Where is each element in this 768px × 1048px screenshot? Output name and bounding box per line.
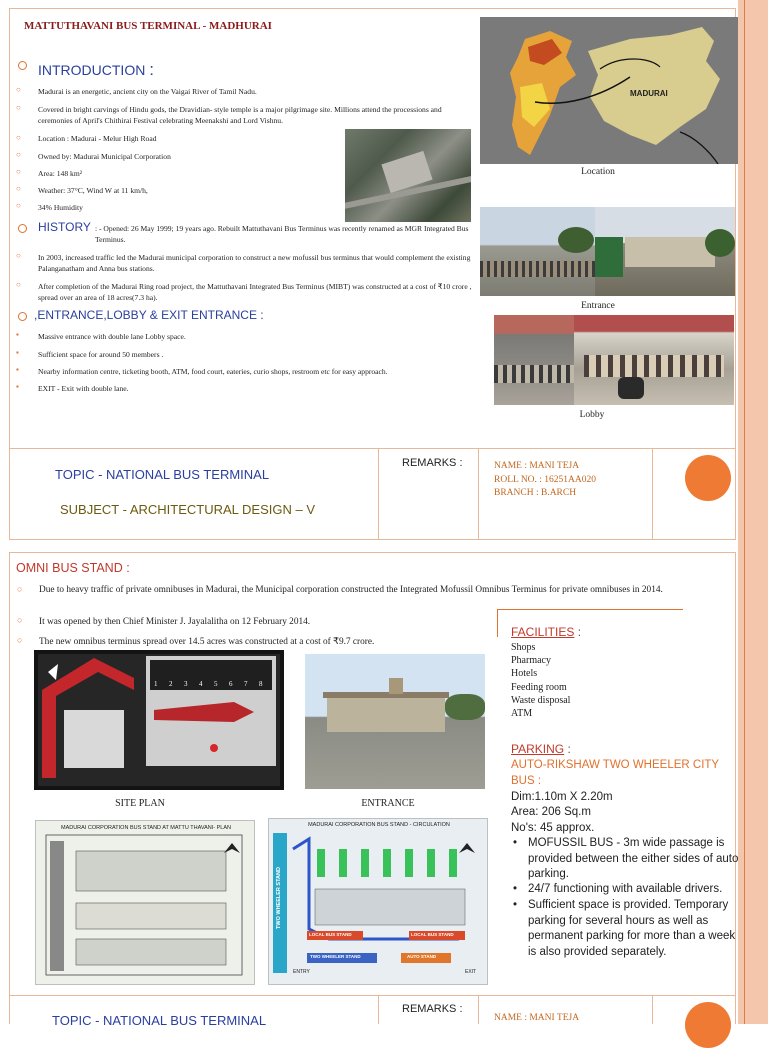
omni-entrance-photo xyxy=(305,654,485,789)
parking-heading-text: PARKING xyxy=(511,742,565,756)
bullet-icon: • xyxy=(513,883,518,895)
slide-1-title: MATTUTHAVANI BUS TERMINAL - MADHURAI xyxy=(24,20,272,32)
bullet-icon: ○ xyxy=(17,584,23,594)
circ-exit-label: EXIT xyxy=(465,969,477,975)
lobby-photo-2 xyxy=(574,315,734,405)
history-heading: HISTORY xyxy=(38,220,91,234)
circ-two-wheeler-vertical: TWO WHEELER STAND xyxy=(276,867,282,929)
circ-local-bus-label-2: LOCAL BUS STAND xyxy=(411,932,454,937)
plan-block xyxy=(76,939,226,965)
circulation-drawing xyxy=(268,818,488,985)
omni-entrance-roof xyxy=(323,692,449,698)
bullet-icon: ○ xyxy=(16,184,21,193)
intro-bullet-4: Owned by: Madurai Municipal Corporation xyxy=(38,152,171,161)
bullet-icon: ○ xyxy=(16,103,21,112)
site-plan-number: 6 xyxy=(229,680,233,688)
footer2-divider-v xyxy=(652,995,653,1024)
circ-bay-green xyxy=(361,849,369,877)
map-arrow xyxy=(680,132,718,164)
parking-subheading: AUTO-RIKSHAW TWO WHEELER CITY BUS : xyxy=(511,759,719,787)
facilities-heading-text: FACILITIES xyxy=(511,625,575,639)
site-plan-number: 1 xyxy=(154,680,158,688)
lobby-photo-1-people xyxy=(494,365,574,383)
facility-item: Hotels xyxy=(511,668,538,679)
footer-divider-v xyxy=(478,448,479,540)
footer2-divider-v xyxy=(378,995,379,1024)
site-plan-number: 3 xyxy=(184,680,188,688)
bullet-icon: • xyxy=(513,899,518,911)
heading-bullet-icon xyxy=(18,312,27,321)
site-plan-red-dot xyxy=(210,744,218,752)
bullet-icon: ○ xyxy=(17,635,23,645)
facilities-heading xyxy=(511,625,581,639)
lobby-photo-1 xyxy=(494,315,574,405)
omni-bullet-1: Due to heavy traffic of private omnibuses in Madurai, the Municipal corporation constructed the Integrated Mofussil Omnibus Terminus for private omnibuses in 2014. xyxy=(39,585,663,595)
intro-bullet-7: 34% Humidity xyxy=(38,203,83,212)
facility-item: Feeding room xyxy=(511,682,567,693)
bullet-icon: • xyxy=(513,837,518,849)
site-plan-number: 8 xyxy=(259,680,263,688)
map-label: MADURAI xyxy=(630,89,668,98)
bullet-icon: ○ xyxy=(17,615,23,625)
site-plan-number: 7 xyxy=(244,680,248,688)
history-bullet-1: In 2003, increased traffic led the Madurai municipal corporation to construct a new mofussil bus terminus that would complement the existing Palanganatham and Anna bus stations. xyxy=(38,253,471,273)
omni-entrance-tower xyxy=(389,678,403,694)
parking-heading xyxy=(511,742,571,756)
circ-bay-green xyxy=(449,849,457,877)
plan-north-icon xyxy=(224,843,240,853)
footer-circle-icon xyxy=(685,455,731,501)
entrance-photo-1-tree xyxy=(558,227,594,253)
location-caption: Location xyxy=(581,167,615,177)
circulation-svg xyxy=(269,819,488,985)
bullet-icon: ○ xyxy=(16,167,21,176)
facilities-heading-colon: : xyxy=(577,625,582,639)
heading-bullet-icon xyxy=(18,61,27,70)
bullet-icon: ▪ xyxy=(16,365,19,374)
bullet-icon: ○ xyxy=(16,280,21,289)
footer-branch: BRANCH : B.ARCH xyxy=(494,488,577,498)
circ-bay-green xyxy=(405,849,413,877)
location-map-svg xyxy=(480,17,738,164)
intro-bullet-2: Covered in bright carvings of Hindu gods, the Dravidian- style temple is a major pilgrimage site. Millions attend the processions and ceremonies of April's Chithirai Festival celebrating Meenakshi and Lord Vishnu. xyxy=(38,105,442,125)
history-intro: : - Opened: 26 May 1999; 19 years ago. Rebuilt Mattuthavani Bus Terminus was recently renamed as MGR Integrated Bus Terminus. xyxy=(95,224,469,244)
circ-bay-green xyxy=(317,849,325,877)
lobby-caption: Lobby xyxy=(579,410,605,420)
intro-bullet-1: Madurai is an energetic, ancient city on the Vaigai River of Tamil Nadu. xyxy=(38,87,257,96)
parking-bullet-1: MOFUSSIL BUS - 3m wide passage is provided between the either sides of auto parking. xyxy=(528,837,739,881)
entrance-photo-1 xyxy=(480,207,595,296)
intro-heading-colon: : xyxy=(149,60,154,79)
footer-divider-v xyxy=(652,448,653,540)
bullet-icon: ○ xyxy=(16,201,21,210)
circ-bay-green xyxy=(427,849,435,877)
circ-two-wheeler-label: TWO WHEELER STAND xyxy=(310,954,361,959)
intro-heading xyxy=(38,60,154,80)
footer-remarks: REMARKS : xyxy=(402,457,463,469)
circ-block xyxy=(315,889,465,925)
history-bullet-2: After completion of the Madurai Ring road project, the Mattuthavani Integrated Bus Terminus (MIBT) was constructed at a cost of ₹10 crore , spread over an area of 18 acres(7.3 ha). xyxy=(38,282,472,302)
facility-item: Shops xyxy=(511,642,536,653)
circ-north-icon xyxy=(459,843,475,853)
plan-drawing xyxy=(35,820,255,985)
omni-bullet-2: It was opened by then Chief Minister J. Jayalalitha on 12 February 2014. xyxy=(39,617,311,627)
parking-dim: Dim:1.10m X 2.20m xyxy=(511,791,613,803)
intro-bullet-5: Area: 148 km² xyxy=(38,169,83,178)
omni-entrance-caption: ENTRANCE xyxy=(361,798,415,809)
omni-bullet-3: The new omnibus terminus spread over 14.5 acres was constructed at a cost of ₹9.7 crore. xyxy=(39,637,375,647)
bullet-icon: ○ xyxy=(16,133,21,142)
lobby-photo-2-scooter xyxy=(618,377,644,399)
footer-name: NAME : MANI TEJA xyxy=(494,461,580,471)
footer-topic: TOPIC - NATIONAL BUS TERMINAL xyxy=(55,467,270,482)
plan-bays-left xyxy=(50,841,64,971)
entrance-bullet-4: EXIT - Exit with double lane. xyxy=(38,384,129,393)
entrance-bullet-3: Nearby information centre, ticketing booth, ATM, food court, eateries, curio shops, restroom etc for easy approach. xyxy=(38,367,388,376)
circ-bay-green xyxy=(339,849,347,877)
facility-item: Waste disposal xyxy=(511,695,571,706)
footer2-circle-icon xyxy=(685,1002,731,1048)
entrance-caption: Entrance xyxy=(581,301,615,311)
site-plan-number: 2 xyxy=(169,680,173,688)
site-plan-image xyxy=(34,650,284,790)
parking-heading-colon: : xyxy=(567,742,571,756)
site-plan-number: 5 xyxy=(214,680,218,688)
site-plan-bay-block xyxy=(64,710,124,768)
parking-area: Area: 206 Sq.m xyxy=(511,806,591,818)
footer2-remarks: REMARKS : xyxy=(402,1003,463,1015)
heading-bullet-icon xyxy=(18,224,27,233)
map-madurai-district xyxy=(588,27,720,145)
bullet-icon: ○ xyxy=(16,251,21,260)
facilities-rule-v xyxy=(497,609,498,637)
footer2-divider xyxy=(9,995,736,996)
entrance-photo-2 xyxy=(595,207,735,296)
footer2-name: NAME : MANI TEJA xyxy=(494,1013,580,1023)
facilities-rule xyxy=(497,609,683,610)
entrance-heading-colon: : xyxy=(260,308,264,322)
site-plan-svg xyxy=(34,650,284,790)
facility-item: Pharmacy xyxy=(511,655,551,666)
entrance-bullet-1: Massive entrance with double lane Lobby space. xyxy=(38,332,186,341)
intro-bullet-3: Location : Madurai - Melur High Road xyxy=(38,134,157,143)
site-plan-number: 4 xyxy=(199,680,203,688)
bullet-icon: ▪ xyxy=(16,348,19,357)
footer-subject: SUBJECT - ARCHITECTURAL DESIGN – V xyxy=(60,502,315,517)
circulation-title: MADURAI CORPORATION BUS STAND - CIRCULATION xyxy=(308,822,450,828)
intro-heading-text: INTRODUCTION xyxy=(38,62,146,78)
entrance-bullet-2: Sufficient space for around 50 members . xyxy=(38,350,164,359)
bullet-icon: ○ xyxy=(16,85,21,94)
parking-bullet-2: 24/7 functioning with available drivers. xyxy=(528,883,723,895)
side-rule xyxy=(744,0,745,1024)
footer2-divider-v xyxy=(478,995,479,1024)
omni-entrance-building xyxy=(327,696,445,732)
plan-drawing-svg xyxy=(36,821,255,985)
footer2-topic: TOPIC - NATIONAL BUS TERMINAL xyxy=(52,1013,267,1028)
aerial-photo xyxy=(345,129,471,222)
entrance-heading xyxy=(34,308,264,322)
entrance-photo-1-crowd xyxy=(480,261,595,277)
entrance-photo-2-bus xyxy=(595,237,623,277)
bullet-icon: ○ xyxy=(16,150,21,159)
bullet-icon: ▪ xyxy=(16,330,19,339)
footer-roll: ROLL NO. : 16251AA020 xyxy=(494,475,597,485)
entrance-photo-2-tree xyxy=(705,229,735,257)
plan-block xyxy=(76,851,226,891)
bullet-icon: ▪ xyxy=(16,382,19,391)
plan-drawing-title: MADURAI CORPORATION BUS STAND AT MATTU THAVANI- PLAN xyxy=(60,825,231,831)
entrance-heading-text: ,ENTRANCE,LOBBY & EXIT ENTRANCE xyxy=(34,308,257,322)
circ-auto-label: AUTO STAND xyxy=(407,954,437,959)
slide-2-title: OMNI BUS STAND : xyxy=(16,561,130,575)
omni-entrance-trees xyxy=(445,694,485,720)
footer-divider xyxy=(9,448,736,449)
parking-bullet-3: Sufficient space is provided. Temporary parking for several hours as well as permanent parking for more than a week is also provided separately. xyxy=(528,899,736,958)
circ-entry-label: ENTRY xyxy=(293,969,310,975)
site-plan-caption: SITE PLAN xyxy=(115,798,165,809)
circ-local-bus-label-1: LOCAL BUS STAND xyxy=(309,932,352,937)
footer-divider-v xyxy=(378,448,379,540)
plan-block xyxy=(76,903,226,929)
parking-nos: No's: 45 approx. xyxy=(511,822,595,834)
lobby-photo-2-people xyxy=(584,355,724,377)
location-map xyxy=(480,17,738,164)
intro-bullet-6: Weather: 37°C, Wind W at 11 km/h, xyxy=(38,186,148,195)
facility-item: ATM xyxy=(511,708,533,719)
entrance-photo-2-building xyxy=(625,237,715,267)
circ-bay-green xyxy=(383,849,391,877)
